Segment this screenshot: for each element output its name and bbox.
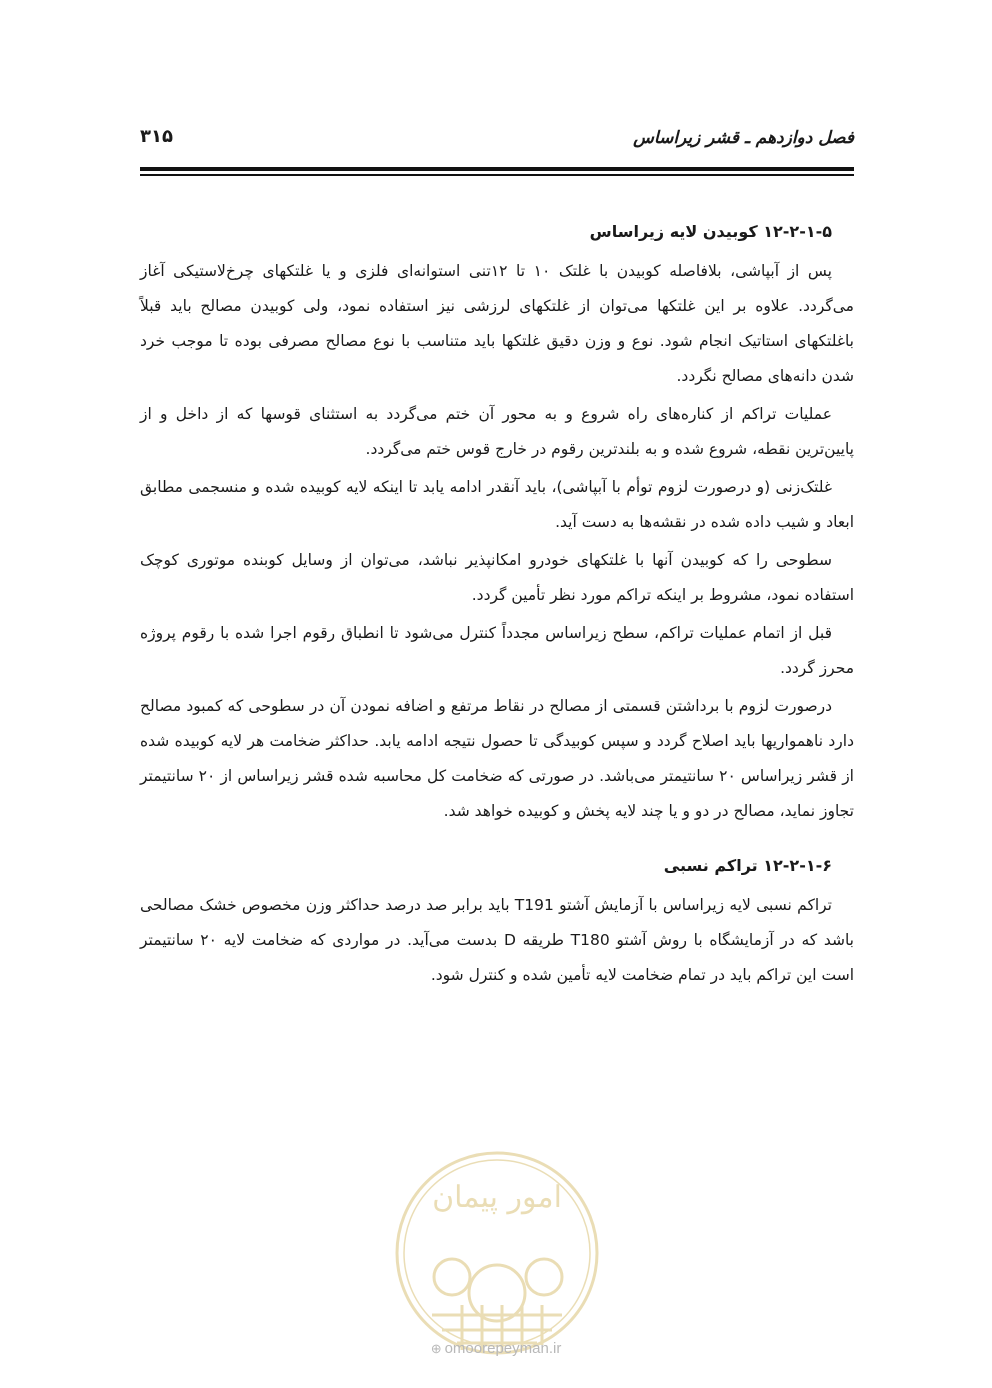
section-heading-compaction: ۱۲-۲-۱-۵ کوبیدن لایه زیراساس <box>589 222 832 241</box>
globe-icon: ⊕ <box>430 1341 442 1356</box>
header-rule-thin <box>140 174 854 176</box>
watermark-seal-text: امور پیمان <box>432 1180 562 1215</box>
paragraph: سطوحی را که کوبیدن آنها با غلتکهای خودرو امکانپذیر نباشد، می‌توان از وسایل کوبنده موتوری کوچک استفاده نمود، مشروط بر اینکه تراکم مورد نظر تأمین گردد. <box>140 551 854 604</box>
paragraph: عملیات تراکم از کناره‌های راه شروع و به محور آن ختم می‌گردد به استثنای قوسها که از داخل و از پایین‌ترین نقطه، شروع شده و به بلندترین رقوم در خارج قوس ختم می‌گردد. <box>140 405 854 458</box>
paragraph: پس از آبپاشی، بلافاصله کوبیدن با غلتک ۱۰ تا ۱۲تنی استوانه‌ای فلزی و یا غلتکهای چرخ‌لاستیکی آغاز می‌گردد. علاوه بر این غلتکها می‌توان از غلتکهای لرزشی نیز استفاده نمود، ولی کوبیدن مصالح باید قبلاً باغلتکهای استاتیک انجام شود. نوع و وزن دقیق غلتکها باید متناسب با نوع مصالح مصرفی بوده تا موجب خرد شدن دانه‌های مصالح نگردد. <box>140 262 854 385</box>
page-body <box>140 218 854 996</box>
section-spacer <box>140 832 854 852</box>
paragraph: غلتک‌زنی (و درصورت لزوم توأم با آبپاشی)، باید آنقدر ادامه یابد تا اینکه لایه کوبیده شده و منسجمی مطابق ابعاد و شیب داده شده در نقشه‌ها به دست آید. <box>140 478 854 531</box>
paragraph: درصورت لزوم با برداشتن قسمتی از مصالح در نقاط مرتفع و اضافه نمودن آن در سطوحی که کمبود مصالح دارد ناهمواریها باید اصلاح گردد و سپس کوبیدگی تا حصول نتیجه ادامه یابد. حداکثر ضخامت هر لایه کوبیده شده از قشر زیراساس ۲۰ سانتیمتر می‌باشد. در صورتی که ضخامت کل محاسبه شده قشر زیراساس از ۲۰ سانتیمتر تجاوز نماید، مصالح در دو و یا چند لایه پخش و کوبیده خواهد شد. <box>140 697 854 820</box>
page-number: ۳۱۵ <box>140 126 173 147</box>
watermark-seal <box>382 1145 612 1360</box>
watermark-url-text: omoorepeyman.ir <box>444 1340 562 1357</box>
paragraph: قبل از اتمام عملیات تراکم، سطح زیراساس مجدداً کنترل می‌شود تا انطباق رقوم اجرا شده با رقوم پروژه محرز گردد. <box>140 624 854 677</box>
paragraph: تراکم نسبی لایه زیراساس با آزمایش آشتو T191 باید برابر صد درصد حداکثر وزن مخصوص خشک مصالحی باشد که در آزمایشگاه با روش آشتو T180 طریقه D بدست می‌آید. در مواردی که ضخامت لایه ۲۰ سانتیمتر است این تراکم باید در تمام ضخامت لایه تأمین شده و کنترل شود. <box>140 896 854 984</box>
header-rule-thick <box>140 167 854 171</box>
section-heading-relative-compaction: ۱۲-۲-۱-۶ تراکم نسبی <box>663 856 832 875</box>
watermark-url <box>0 1340 992 1357</box>
chapter-title: فصل دوازدهم ـ قشر زیراساس <box>633 128 854 148</box>
